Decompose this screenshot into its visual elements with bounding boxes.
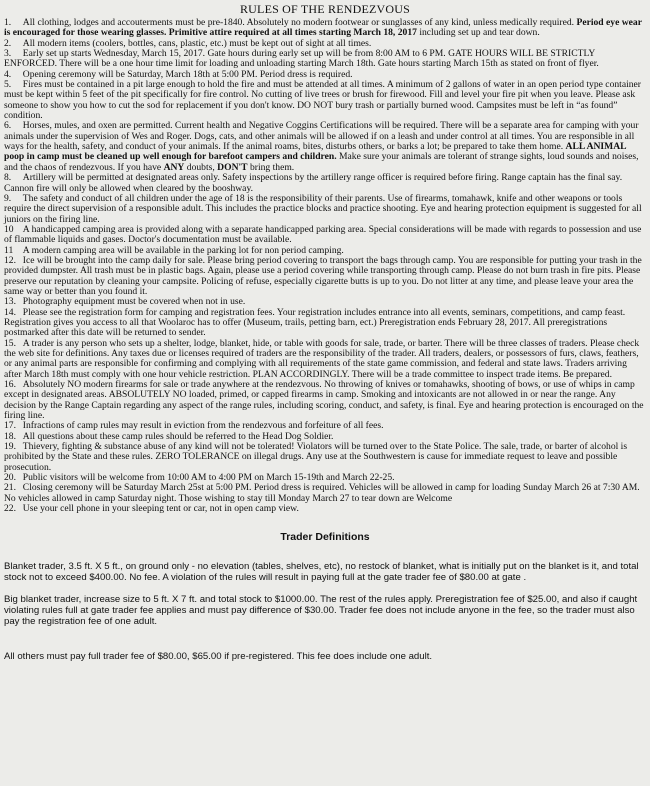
rule-text: All modern items (coolers, bottles, cans, plastic, etc.) must be kept out of sight at all times. — [22, 37, 372, 49]
rule-item — [4, 339, 646, 380]
rule-text-bold: ANY — [163, 161, 185, 173]
rule-number: 18. — [4, 430, 16, 442]
rule-number: 6. — [4, 120, 12, 132]
rule-item — [4, 483, 646, 504]
rule-number: 20. — [4, 472, 16, 484]
rule-text: Early set up starts Wednesday, March 15, 2017. Gate hours during early set up will be from 8:00 AM to 6 PM. GATE HOURS WILL BE STRICTLY ENFORCED. There will be a one hour time limit for loading and unloading starting March 18th. Gate hours starting March 15th as stated on front of flyer. — [4, 48, 599, 70]
rule-number: 3. — [4, 48, 12, 60]
rule-text: Photography equipment must be covered when not in use. — [22, 296, 246, 308]
rule-text: All clothing, lodges and accouterments must be pre-1840. Absolutely no modern footwear or sunglasses of any kind, unless medically required. — [22, 17, 577, 28]
rule-text: Please see the registration form for camping and registration fees. Your registration includes entrance into all events, seminars, competitions, and camp feast. Registration gives you access to all that Woolaroc has to offer (Museum, trails, petting barn, ect.) Preregistration ends February 28, 2017. All preregistrations postmarked after this date will be returned to sender. — [4, 306, 626, 339]
rule-text: Fires must be contained in a pit large enough to hold the fire and must be attended at all times. A minimum of 2 gallons of water in an open period type container must be kept within 5 feet of the pit specifically for fire control. No cutting of live trees or brush for firewood. Fill and level your fire pit when you leave. Please ask someone to show you how to cut the sod for replacement if you don't know. DO NOT bury trash or partially burned wood. Campsites must be left in “as found” condition. — [4, 79, 642, 122]
rule-number: 14. — [4, 306, 16, 318]
rule-item — [4, 442, 646, 473]
rule-number: 1. — [4, 17, 12, 28]
trader-definition: Big blanket trader, increase size to 5 ft. X 7 ft. and total stock to $1000.00. The rest of the rules apply. Preregistration fee of $25.00, and also if caught violating rules full at gate trader fee applies and must pay difference of $30.00. Trader fee does not include anyone in the fee, so the trader must also pay the registration fee of one adult. — [4, 593, 638, 627]
rule-number: 12. — [4, 254, 16, 266]
rule-item — [4, 308, 646, 339]
rule-text: Ice will be brought into the camp daily for sale. Please bring period covering to transport the bags through camp. You are responsible for putting your trash in the provided dumpster. All trash must be in plastic bags. Again, please use a period covering while transporting through camp. Please do not burn trash in fire pits. Please preserve our reputation by cleaning your campsite. Policing of refuse, especially cigarette butts is up to you. Do not litter at any time, and please leave your area the same way or better than you found it. — [4, 254, 642, 297]
rule-text: All questions about these camp rules should be referred to the Head Dog Soldier. — [22, 430, 334, 442]
rule-item — [4, 173, 646, 194]
rule-number: 2. — [4, 37, 12, 49]
rule-text: Public visitors will be welcome from 10:00 AM to 4:00 PM on March 15-19th and March 22-25. — [22, 472, 395, 484]
rule-number: 10 — [4, 223, 14, 235]
rule-number: 4. — [4, 68, 12, 80]
rule-item — [4, 18, 646, 39]
rule-number: 21. — [4, 482, 16, 494]
rule-number: 15. — [4, 337, 16, 349]
trader-definitions-heading: Trader Definitions — [280, 530, 370, 543]
document-page — [0, 3, 650, 786]
rule-item — [4, 194, 646, 225]
rule-text: A handicapped camping area is provided along with a separate handicapped parking area. Special considerations will be made with regards to possession and use of flammable liquids and gases. Doctor's documentation must be available. — [4, 223, 642, 246]
rule-number: 11 — [4, 244, 14, 256]
rule-text: including set up and tear down. — [416, 27, 540, 39]
rule-text: Artillery will be permitted at designated areas only. Safety inspections by the artillery range officer is required before firing. Range captain has the final say. Cannon fire will only be allowed when cleared by the booshway. — [4, 172, 623, 194]
rule-item — [4, 121, 646, 173]
rule-text: Use your cell phone in your sleeping tent or car, not in open camp view. — [22, 503, 299, 515]
rule-text: Thievery, fighting & substance abuse of any kind will not be tolerated! Violators will be turned over to the State Police. The sale, trade, or barter of alcohol is prohibited by the State and these rules. ZERO TOLERANCE on illegal drugs. Any use at the Southwestern is cause for immediate request to leave and possible prosecution. — [4, 441, 628, 473]
rule-text-bold: ALL ANIMAL poop in camp must be cleaned up well enough for barefoot campers and children. — [4, 141, 627, 163]
rule-number: 8. — [4, 172, 12, 184]
rule-number: 13. — [4, 296, 16, 308]
trader-definition: All others must pay full trader fee of $80.00, $65.00 if pre-registered. This fee does include one adult. — [4, 650, 433, 662]
rule-text-bold: Period eye wear is encouraged for those wearing glasses. Primitive attire required at all times starting March 18, 2017 — [4, 17, 642, 39]
rule-number: 22. — [4, 503, 16, 515]
trader-definition: Blanket trader, 3.5 ft. X 5 ft., on ground only - no elevation (tables, shelves, etc), no restock of blanket, what is initially put on the blanket is it, and total stock not to exceed $400.00. No fee. A violation of the rules will result in paying full at the gate trader fee of $80.00 at gate . — [4, 560, 639, 583]
rule-item — [4, 504, 646, 514]
rule-number: 19. — [4, 441, 16, 453]
rule-number: 9. — [4, 192, 12, 204]
rule-text: Infractions of camp rules may result in eviction from the rendezvous and forfeiture of all fees. — [22, 420, 384, 432]
rule-text: Opening ceremony will be Saturday, March 18th at 5:00 PM. Period dress is required. — [22, 68, 353, 80]
rule-text: Closing ceremony will be Saturday March 25st at 5:00 PM. Period dress is required. Vehicles will be allowed in camp for loading Sunday March 26 at 7:30 AM. No vehicles allowed in camp Saturday night. Those wishing to stay till Monday March 27 to tear down are Welcome — [4, 482, 640, 504]
rule-item — [4, 225, 646, 246]
trader-definitions — [4, 561, 646, 662]
page-title: RULES OF THE RENDEZVOUS — [239, 2, 411, 16]
rule-item — [4, 256, 646, 297]
rule-item — [4, 49, 646, 70]
rule-item — [4, 80, 646, 121]
rule-text: bring them. — [247, 161, 295, 173]
rule-number: 16. — [4, 379, 16, 391]
rule-text: Absolutely NO modern firearms for sale or trade anywhere at the rendezvous. No throwing of knives or tomahawks, shooting of bows, or use of whips in camp except in designated areas. ABSOLUTELY NO loaded, primed, or capped firearms in camp. Smoking and intoxicants are not allowed in or near the range. Any decision by the Range Captain regarding any aspect of the range rules, including scoring, conduct, and safety, is final. Eye and hearing protection is encouraged on the firing line. — [4, 379, 644, 422]
rule-text: doubts, — [184, 161, 218, 173]
rule-text: Horses, mules, and oxen are permitted. Current health and Negative Coggins Certifications will be required. There will be a separate area for camping with your animals under the supervision of Wes and Roger. Dogs, cats, and other animals will be allowed if on a leash and under control at all times. You are responsible in all ways for the health, safety, and conduct of your animals. If the animal roams, bites, disturbs others, or barks a lot; be prepared to take them home. — [4, 120, 639, 153]
rules-list — [4, 18, 646, 515]
rule-text-bold: DON'T — [217, 161, 248, 173]
rule-text: A trader is any person who sets up a shelter, lodge, blanket, hide, or table with goods for sale, trade, or barter. There will be three classes of traders. Please check the web site for definitions. Any taxes due or licenses required of traders are the responsibility of the trader. All traders, dealers, or possessors of furs, claws, feathers, or any animal parts are responsible for confirming and complying with all requirements of the state game commission, and federal and state laws. Traders arriving after March 18th must comply with one hour vehicle restriction. PLAN ACCORDINGLY. There will be a trade committee to inspect trade items. Be prepared. — [4, 337, 640, 380]
rule-text: The safety and conduct of all children under the age of 18 is the responsibility of their parents. Use of firearms, tomahawk, knife and other weapons or tools require the direct supervision of a responsible adult. This includes the practice blocks and practice shooting. Eye and hearing protection equipment is suggested for all juniors on the firing line. — [4, 192, 642, 225]
rule-item — [4, 380, 646, 421]
rule-number: 5. — [4, 79, 12, 91]
rule-text: A modern camping area will be available in the parking lot for non period camping. — [22, 244, 344, 256]
rule-text: Make sure your animals are tolerant of strange sights, loud sounds and noises, and the chaos of rendezvous. If you have — [4, 151, 639, 173]
rule-number: 17. — [4, 420, 16, 432]
